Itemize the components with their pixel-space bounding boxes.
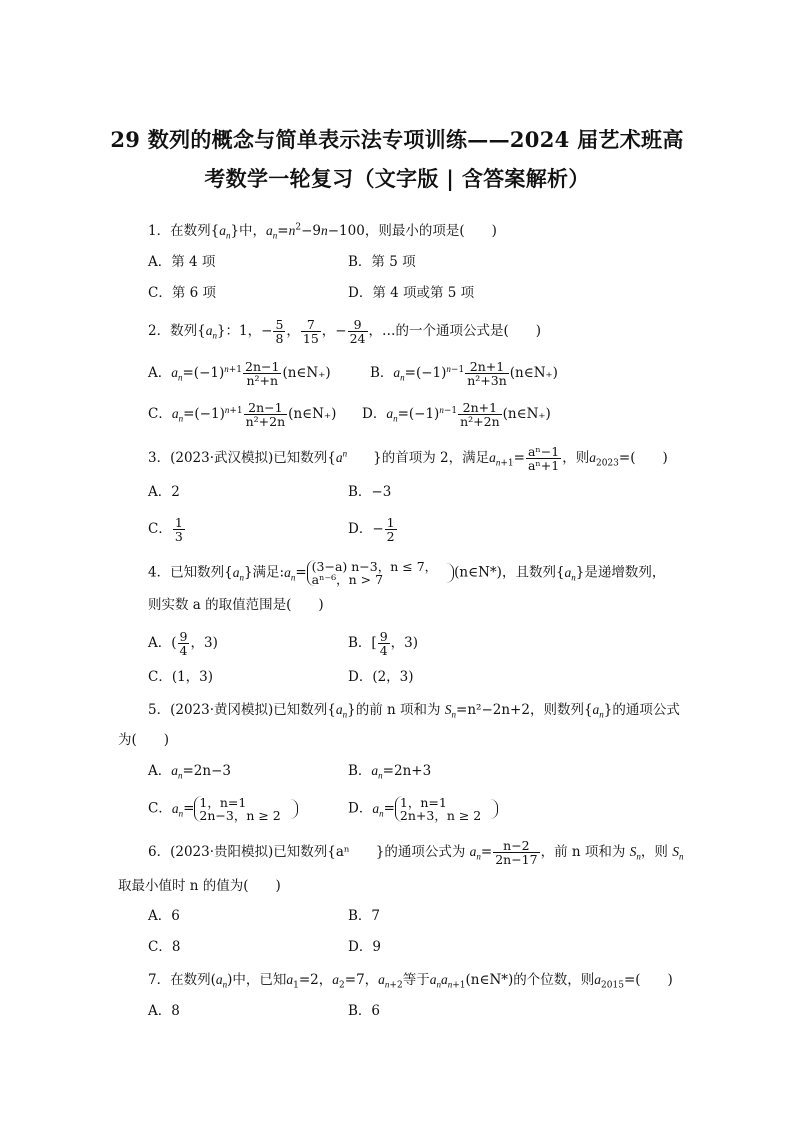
question-5: 5．(2023·黄冈模拟)已知数列$\{a_n\}$的前 n 项和为 $S_n=n^2-2n+2$，则数列$\{a_n\}$的通项公式 — [148, 702, 680, 720]
q4-option-c[interactable]: C．(1，3) — [148, 669, 214, 685]
document-title-line-2: 考数学一轮复习（文字版 | 含答案解析） — [204, 166, 590, 191]
q1-option-d[interactable]: D．第 4 项或第 5 项 — [348, 285, 475, 301]
question-1: 1．在数列$\{a_n\}$中，$a_n=n^2-9n-100$，则最小的项是( ) — [148, 222, 497, 241]
question-2: 2．数列$\{a_n\}$：1，− $\frac{5}{8}$ ， $\frac{7}{15}$ ，− $\frac{9}{24}$ ，…的一个通项公式是( ) — [148, 317, 542, 346]
question-3: 3．(2023·武汉模拟)已知数列{$a^n$ }的首项为 2，满足$a_{n+1}=$ $\frac{\text{aⁿ−1}}{\text{aⁿ+1}}$ ，则$a_{2023}=$( ) — [148, 444, 668, 473]
question-5-line-2: 为( ) — [118, 732, 170, 748]
q2-option-c[interactable]: C．$a_n=(-1)^{n+1}$ $\frac{2n-1}{\text{n²+2n}}$ (n∈N₊) — [148, 400, 337, 429]
q1-option-b[interactable]: B．第 5 项 — [348, 254, 416, 270]
q5-option-a[interactable]: A．$a_n=2n-3$ — [148, 763, 231, 781]
q6-option-d[interactable]: D．9 — [348, 939, 381, 955]
q7-option-b[interactable]: B．6 — [348, 1003, 381, 1019]
q5-option-d[interactable]: D．$a_n=$ 1，n=1 2n+3，n ≥ 2 — [348, 796, 498, 822]
q2-option-b[interactable]: B．$a_n=(-1)^{n-1}$ $\frac{2n+1}{\text{n²+3n}}$ (n∈N₊) — [370, 359, 558, 388]
q2-option-a[interactable]: A．$a_n=(-1)^{n+1}$ $\frac{2n-1}{\text{n²+n}}$ (n∈N₊) — [148, 359, 331, 388]
q6-option-c[interactable]: C．8 — [148, 939, 181, 955]
question-4-line-2: 则实数 a 的取值范围是( ) — [148, 597, 324, 613]
question-6: 6．(2023·贵阳模拟)已知数列{aⁿ }的通项公式为 $a_n=$ $\frac{n-2}{2n-17}$ ，前 n 项和为 $S_n$，则 $S_n$ — [148, 838, 684, 867]
q4-option-a[interactable]: A．( $\frac{9}{4}$ ，3) — [148, 629, 218, 658]
q6-option-b[interactable]: B．7 — [348, 908, 381, 924]
q5-option-b[interactable]: B．$a_n=2n+3$ — [348, 763, 432, 781]
document-title-line-1: 29 数列的概念与简单表示法专项训练——2024 届艺术班高 — [110, 127, 684, 152]
q3-option-b[interactable]: B．−3 — [348, 484, 392, 500]
q1-option-a[interactable]: A．第 4 项 — [148, 254, 216, 270]
q3-option-d[interactable]: D．− $\frac{1}{2}$ — [348, 515, 395, 544]
question-4: 4．已知数列$\{a_n\}$满足$:a_n=$ (3−a) n−3，n ≤ 7， aⁿ⁻⁶，n > 7 (n∈N*)，且数列$\{a_n\}$是递增数列， — [148, 559, 666, 587]
q1-option-c[interactable]: C．第 6 项 — [148, 285, 217, 301]
q4-option-d[interactable]: D．(2，3) — [348, 669, 414, 685]
q6-option-a[interactable]: A．6 — [148, 908, 180, 924]
q3-option-c[interactable]: C． $\frac{1}{3}$ — [148, 515, 183, 544]
q3-option-a[interactable]: A．2 — [148, 484, 180, 500]
q7-option-a[interactable]: A．8 — [148, 1003, 180, 1019]
q5-option-c[interactable]: C．$a_n=$ 1，n=1 2n−3，n ≥ 2 — [148, 796, 298, 822]
question-7: 7．在数列$(a_n)$中，已知$a_1=2$，$a_2=7$，$a_{n+2}$等于$a_na_{n+1}(n\in N*)$的个位数，则$a_{2015}=$( ) — [148, 972, 673, 991]
q4-option-b[interactable]: B．[ $\frac{9}{4}$ ，3) — [348, 629, 418, 658]
question-6-line-2: 取最小值时 n 的值为( ) — [118, 878, 281, 894]
q2-option-d[interactable]: D．$a_n=(-1)^{n-1}$ $\frac{2n+1}{\text{n²+2n}}$ (n∈N₊) — [362, 400, 551, 429]
